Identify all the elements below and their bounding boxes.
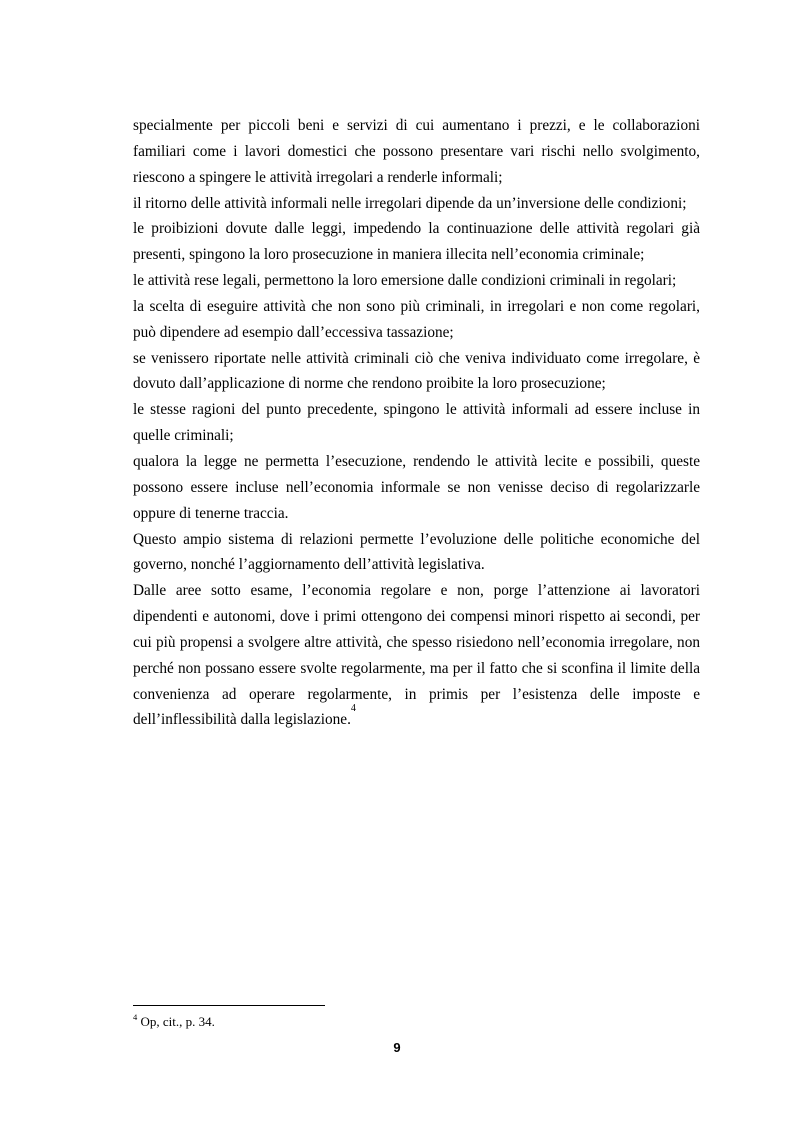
paragraph: le proibizioni dovute dalle leggi, impedendo la continuazione delle attività regolari già presenti, spingono la loro prosecuzione in maniera illecita nell’economia criminale;	[133, 220, 700, 264]
footnote	[133, 1014, 700, 1030]
footnote-separator	[133, 1005, 325, 1006]
last-paragraph	[133, 578, 700, 733]
footnote-number: 4	[133, 1012, 138, 1022]
paragraph: il ritorno delle attività informali nelle irregolari dipende da un’inversione delle condizioni;	[133, 194, 687, 212]
footnote-text: Op, cit., p. 34.	[137, 1014, 215, 1029]
last-paragraph-text: Dalle aree sotto esame, l’economia regolare e non, porge l’attenzione ai lavoratori dipendenti e autonomi, dove i primi ottengono dei compensi minori rispetto ai secondi, per cui più propensi a svolgere altre attività, che spesso risiedono nell’economia irregolare, non perché non possano essere svolte regolarmente, ma per il fatto che si sconfina il limite della convenienza ad operare regolarmente, in primis per l’esistenza delle imposte e dell’inflessibilità dalla legislazione.	[133, 582, 700, 729]
paragraph: qualora la legge ne permetta l’esecuzione, rendendo le attività lecite e possibili, queste possono essere incluse nell’economia informale se non venisse deciso di regolarizzarle oppure di tenerne traccia.	[133, 452, 700, 522]
paragraph: specialmente per piccoli beni e servizi di cui aumentano i prezzi, e le collaborazioni familiari come i lavori domestici che possono presentare vari rischi nello svolgimento, riescono a spingere le attività irregolari a renderle informali;	[133, 117, 700, 186]
paragraph: Questo ampio sistema di relazioni permette l’evoluzione delle politiche economiche del governo, nonché l’aggiornamento dell’attività legislativa.	[133, 530, 700, 574]
paragraph: le stesse ragioni del punto precedente, spingono le attività informali ad essere incluse in quelle criminali;	[133, 401, 700, 445]
paragraph: la scelta di eseguire attività che non sono più criminali, in irregolari e non come regolari, può dipendere ad esempio dall’eccessiva tassazione;	[133, 297, 700, 341]
main-text	[133, 113, 700, 733]
paragraph: le attività rese legali, permettono la loro emersione dalle condizioni criminali in regolari;	[133, 272, 677, 290]
paragraph: se venissero riportate nelle attività criminali ciò che veniva individuato come irregolare, è dovuto dall’applicazione di norme che rendono proibite la loro prosecuzione;	[133, 349, 700, 393]
footnote-reference[interactable]: 4	[350, 703, 356, 715]
page-number: 9	[393, 1040, 401, 1055]
